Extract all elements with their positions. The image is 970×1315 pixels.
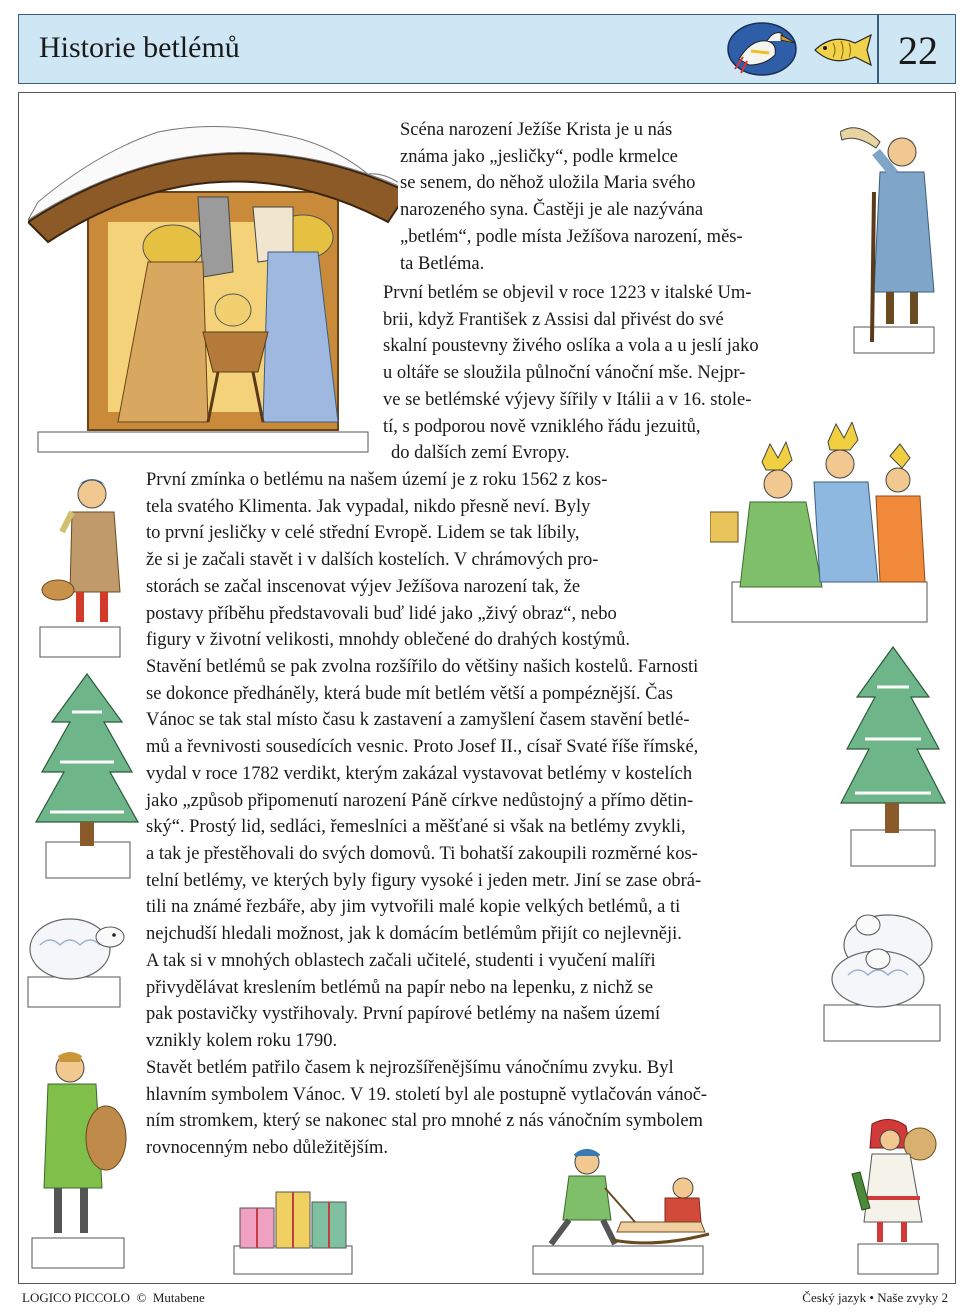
- text-line: a tak je přestěhovali do svých domovů. Ti bohatší zakoupili rozměrné kos-: [146, 843, 698, 864]
- text-line: brii, když František z Assisi dal přivést do své: [383, 309, 724, 330]
- text-line: figury v životní velikosti, mnohdy oblečené do drahých kostýmů.: [146, 630, 630, 651]
- text-line: tili na známé řezbáře, aby jim vytvořili malé kopie velkých betlémů, a ti: [146, 897, 681, 918]
- text-line: se senem, do něhož uložila Maria svého: [400, 173, 696, 194]
- text-line: storách se začal inscenovat výjev Ježíšova narození tak, že: [146, 576, 581, 597]
- paragraph-intro: [400, 117, 840, 277]
- text-line: A tak si v mnohých oblastech začali učitelé, studenti i vyučení malíři: [146, 951, 656, 971]
- page-header: [18, 14, 956, 84]
- text-line: Vánoc se tak stal místo času k zastavení a zamyšlení časem stavění betlé-: [146, 710, 690, 731]
- footer-subject: Český jazyk • Naše zvyky 2: [802, 1290, 948, 1305]
- text-line: jako „způsob připomenutí narození Páně církve nedůstojný a přímo dětin-: [146, 790, 694, 811]
- fish-icon: [809, 29, 875, 71]
- text-line: že si je začali stavět i v dalších kostelích. V chrámových pro-: [146, 550, 599, 571]
- spruce-tree-left: [32, 672, 142, 882]
- text-line: mů a řevnivosti sousedících vesnic. Proto Josef II., císař Svaté říše římské,: [146, 737, 699, 758]
- child-with-sled: [515, 1148, 715, 1278]
- text-line: První zmínka o betlému na našem území je z roku 1562 z kos-: [146, 470, 608, 490]
- paragraph-czech: [146, 467, 746, 654]
- sheep-left: [22, 905, 132, 1010]
- page-title: Historie betlémů: [39, 31, 240, 64]
- text-line: nejchudší hledali možnost, jak k domácím betlémům přijít co nejlevněji.: [146, 924, 682, 945]
- text-line: vydal v roce 1782 verdikt, kterým zakázal vystavovat betlémy v kostelích: [146, 763, 693, 784]
- text-line: Stavět betlém patřilo časem k nejrozšířenějšímu vánočnímu zvyku. Byl: [146, 1058, 674, 1078]
- sheep-flock-right: [818, 905, 948, 1045]
- shepherd-with-horn: [840, 112, 950, 357]
- text-line: „betlém“, podle místa Ježíšova narození, měs-: [400, 226, 743, 247]
- woman-with-bottle: [842, 1118, 950, 1278]
- text-line: hlavním symbolem Vánoc. V 19. století byl ale postupně vytlačován vánoč-: [146, 1084, 708, 1105]
- gift-boxes: [228, 1188, 358, 1278]
- text-line: známa jako „jesličky“, podle krmelce: [400, 146, 678, 167]
- footer-publisher: LOGICO PICCOLO © Mutabene: [22, 1290, 205, 1305]
- header-divider: [877, 15, 879, 83]
- text-line: skalní poustevny živého oslíka a vola a u jeslí jako: [383, 336, 759, 357]
- text-line: ním stromkem, který se nakonec stal pro mnohé z nás vánočním symbolem: [146, 1111, 703, 1132]
- text-line: tí, s podporou nově vzniklého řádu jezuitů,: [383, 416, 701, 437]
- text-line: u oltáře se sloužila půlnoční vánoční mše. Nejpr-: [383, 363, 746, 384]
- text-line: se dokonce předháněly, která bude mít betlém větší a pompéznější. Čas: [146, 683, 673, 704]
- text-line: telní betlémy, ve kterých byly figury vysoké i jeden metr. Jiní se zase obrá-: [146, 870, 702, 891]
- paragraph-custom: [146, 1055, 826, 1162]
- text-line: tela svatého Klimenta. Jak vypadal, nikdo přesně neví. Byly: [146, 496, 591, 517]
- page-number: 22: [898, 28, 938, 73]
- text-line: rovnocenným nebo důležitějším.: [146, 1138, 388, 1159]
- paragraph-spread: [146, 654, 834, 948]
- text-line: vznikly kolem roku 1790.: [146, 1031, 338, 1052]
- text-line: Stavění betlémů se pak zvolna rozšířilo do většiny našich kostelů. Farnosti: [146, 657, 699, 677]
- text-line: První betlém se objevil v roce 1223 v italské Um-: [383, 283, 752, 303]
- text-line: přivydělávat kreslením betlémů na papír nebo na lepenku, z nichž se: [146, 977, 654, 998]
- text-line: Scéna narození Ježíše Krista je u nás: [400, 120, 673, 140]
- text-line: pak postavičky vystřihovaly. První papírové betlémy na našem území: [146, 1004, 661, 1025]
- text-line: ve se betlémské výjevy šířily v Itálii a v 16. stole-: [383, 389, 752, 410]
- spruce-tree-right: [835, 645, 950, 870]
- text-line: to první jesličky v celé střední Evropě. Lidem se tak líbily,: [146, 523, 580, 544]
- nativity-stable: [28, 112, 398, 457]
- peasant-with-sack: [22, 1048, 132, 1273]
- text-line: do dalších zemí Evropy.: [391, 443, 570, 464]
- boy-with-basket: [32, 472, 137, 662]
- text-line: ský“. Prostý lid, sedláci, řemeslníci a měšťané si však na betlémy zvykli,: [146, 817, 686, 838]
- text-line: narozeného syna. Častěji je ale nazývána: [400, 200, 704, 221]
- stork-icon: [725, 21, 799, 77]
- text-line: postavy příběhu představovali buď lidé jako „živý obraz“, nebo: [146, 603, 617, 624]
- paragraph-paper: [146, 948, 826, 1055]
- text-line: ta Betléma.: [400, 253, 485, 274]
- three-kings: [710, 422, 945, 627]
